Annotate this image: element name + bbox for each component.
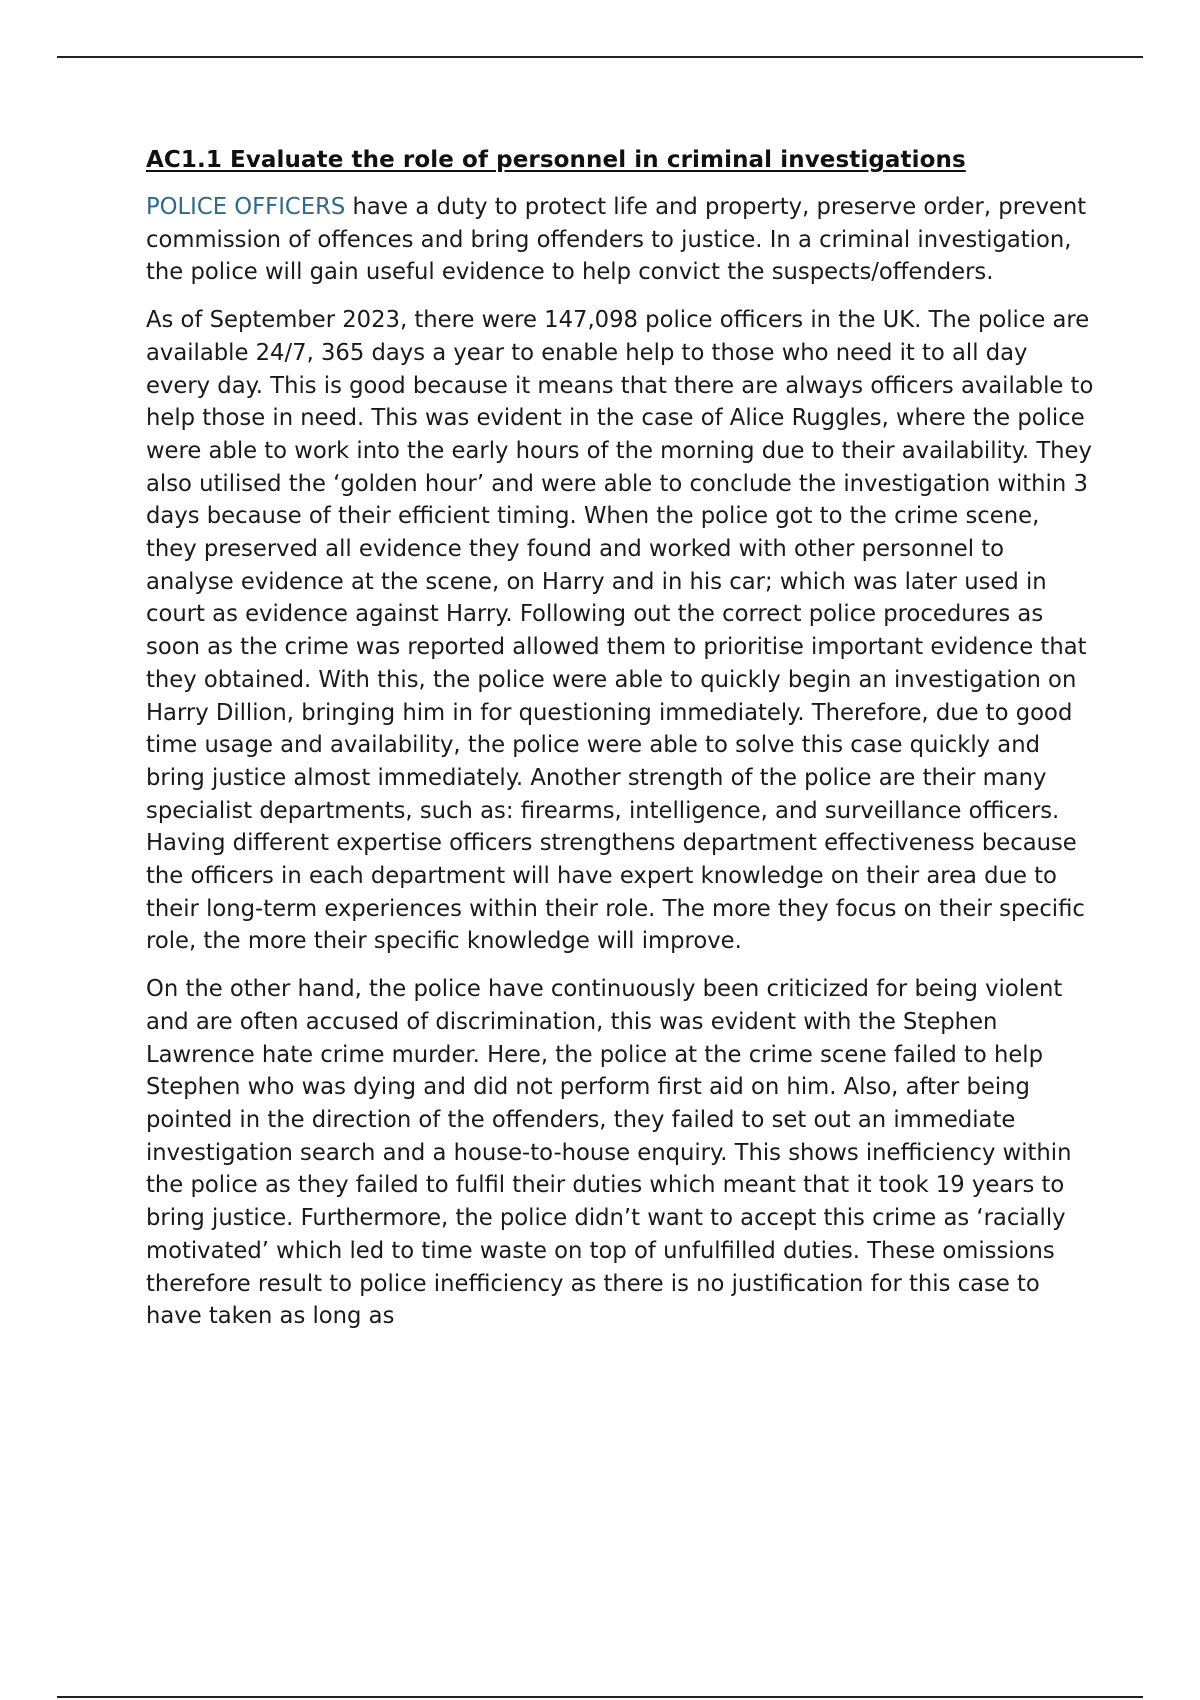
paragraph-police-officers [146, 191, 1096, 289]
police-officers-term: POLICE OFFICERS [146, 194, 346, 220]
paragraph-strengths: As of September 2023, there were 147,098 police officers in the UK. The police are available 24/7, 365 days a year to enable help to those who need it to all day every day. This is good because it means that there are always officers available to help those in need. This was evident in the case of Alice Ruggles, where the police were able to work into the early hours of the morning due to their availability. They also utilised the ‘golden hour’ and were able to conclude the investigation within 3 days because of their efficient timing. When the police got to the crime scene, they preserved all evidence they found and worked with other personnel to analyse evidence at the scene, on Harry and in his car; which was later used in court as evidence against Harry. Following out the correct police procedures as soon as the crime was reported allowed them to prioritise important evidence that they obtained. With this, the police were able to quickly begin an investigation on Harry Dillion, bringing him in for questioning immediately. Therefore, due to good time usage and availability, the police were able to solve this case quickly and bring justice almost immediately. Another strength of the police are their many specialist departments, such as: firearms, intelligence, and surveillance officers. Having different expertise officers strengthens department effectiveness because the officers in each department will have expert knowledge on their area due to their long-term experiences within their role. The more they focus on their specific role, the more their specific knowledge will improve. [146, 307, 1094, 955]
document-body [146, 145, 1096, 1348]
paragraph-criticism: On the other hand, the police have continuously been criticized for being violent and are often accused of discrimination, this was evident with the Stephen Lawrence hate crime murder. Here, the police at the crime scene failed to help Stephen who was dying and did not perform first aid on him. Also, after being pointed in the direction of the offenders, they failed to set out an immediate investigation search and a house-to-house enquiry. This shows inefficiency within the police as they failed to fulfil their duties which meant that it took 19 years to bring justice. Furthermore, the police didn’t want to accept this crime as ‘racially motivated’ which led to time waste on top of unfulfilled duties. These omissions therefore result to police inefficiency as there is no justification for this case to have taken as long as [146, 976, 1072, 1330]
header-rule [57, 56, 1143, 58]
paragraph-1-text: have a duty to protect life and property, preserve order, prevent commission of offences and bring offenders to justice. In a criminal investigation, the police will gain useful evidence to help convict the suspects/offenders. [146, 194, 1087, 286]
document-heading: AC1.1 Evaluate the role of personnel in criminal investigations [146, 147, 966, 173]
footer-rule [57, 1696, 1143, 1698]
